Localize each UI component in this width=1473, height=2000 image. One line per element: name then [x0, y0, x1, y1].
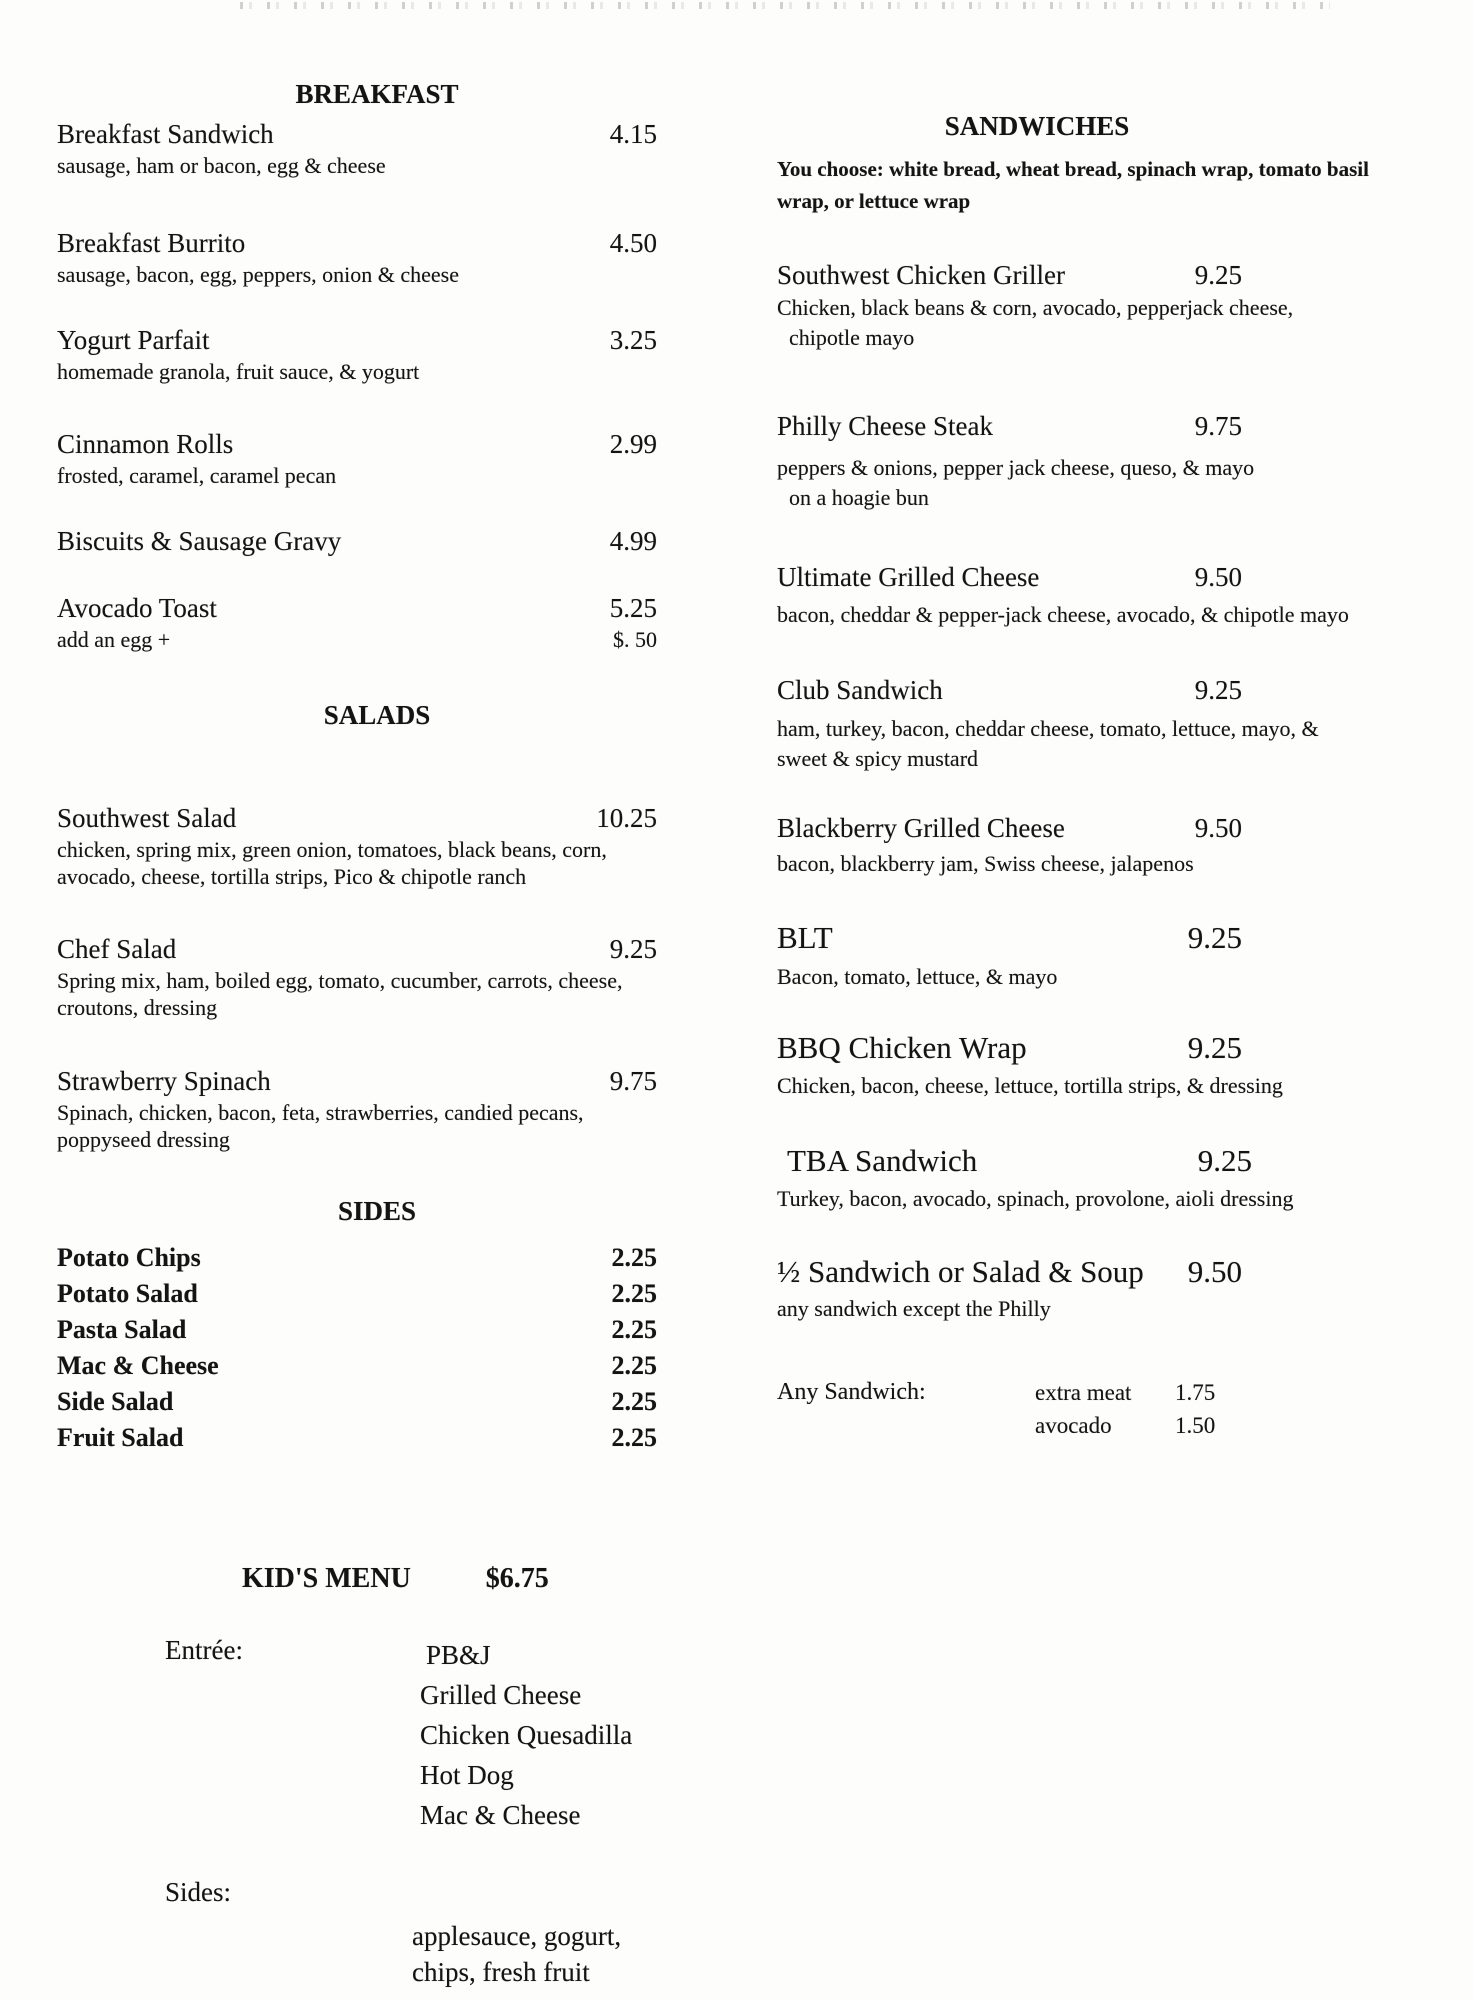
- side-row: [57, 1384, 657, 1420]
- item-price: 2.99: [609, 429, 657, 459]
- side-row: [57, 1276, 657, 1312]
- item-sub-price: $. 50: [613, 627, 657, 652]
- item-name: Yogurt Parfait: [57, 325, 210, 355]
- item-desc-line: peppers & onions, pepper jack cheese, queso, & mayo: [777, 455, 1255, 480]
- extra-option-price: 1.50: [1175, 1413, 1216, 1438]
- side-name: Potato Salad: [57, 1279, 198, 1308]
- item-desc: homemade granola, fruit sauce, & yogurt: [57, 359, 420, 384]
- menu-item-avocado-toast: [57, 594, 717, 653]
- item-desc-line: avocado, cheese, tortilla strips, Pico & chipotle ranch: [57, 864, 527, 889]
- menu-item-southwest-chicken-griller: [777, 261, 1472, 353]
- item-price: 10.25: [596, 803, 657, 833]
- item-desc-line: any sandwich except the Philly: [777, 1296, 1051, 1321]
- item-price: 9.25: [1187, 920, 1242, 955]
- kids-entree-label: Entrée:: [165, 1635, 243, 1665]
- kids-sides-line: chips, fresh fruit: [412, 1957, 590, 1987]
- any-sandwich-extras: [777, 1376, 1472, 1442]
- menu-item-philly-cheese-steak: [777, 412, 1472, 513]
- item-desc: frosted, caramel, caramel pecan: [57, 463, 337, 488]
- item-price: 9.25: [1194, 675, 1242, 705]
- left-column: [57, 80, 717, 1990]
- item-desc-line: poppyseed dressing: [57, 1127, 230, 1152]
- side-name: Mac & Cheese: [57, 1351, 219, 1380]
- menu-item-tba-sandwich: [777, 1145, 1472, 1212]
- side-row: [57, 1348, 657, 1384]
- menu-item-biscuits-gravy: [57, 527, 717, 555]
- item-name: TBA Sandwich: [787, 1143, 978, 1178]
- item-name: Philly Cheese Steak: [777, 411, 993, 441]
- section-title-sides: SIDES: [337, 1196, 417, 1226]
- menu-item-ultimate-grilled-cheese: [777, 563, 1472, 628]
- item-name: Blackberry Grilled Cheese: [777, 813, 1065, 843]
- menu-item-blackberry-grilled-cheese: [777, 814, 1472, 877]
- menu-item-blt: [777, 922, 1472, 990]
- extra-option-name: extra meat: [1035, 1380, 1132, 1405]
- side-name: Side Salad: [57, 1387, 174, 1416]
- menu-item-breakfast-sandwich: [57, 120, 717, 179]
- item-desc-line: bacon, cheddar & pepper-jack cheese, avocado, & chipotle mayo: [777, 602, 1349, 627]
- item-name: Strawberry Spinach: [57, 1066, 271, 1096]
- item-desc-line: croutons, dressing: [57, 995, 218, 1020]
- menu-item-breakfast-burrito: [57, 229, 717, 288]
- kids-entree-list: [420, 1635, 632, 1835]
- item-desc: add an egg +: [57, 627, 171, 652]
- item-price: 9.25: [609, 934, 657, 964]
- section-title-breakfast: BREAKFAST: [295, 79, 459, 109]
- item-desc-line: on a hoagie bun: [789, 485, 929, 510]
- item-name: Chef Salad: [57, 934, 177, 964]
- item-desc-line: bacon, blackberry jam, Swiss cheese, jalapenos: [777, 851, 1194, 876]
- side-price: 2.25: [611, 1387, 657, 1416]
- menu-item-half-sandwich-soup: [777, 1256, 1472, 1322]
- item-desc-line: chicken, spring mix, green onion, tomatoes, black beans, corn,: [57, 837, 607, 862]
- item-name: Avocado Toast: [57, 593, 217, 623]
- item-name: Cinnamon Rolls: [57, 429, 234, 459]
- item-desc-line: Spring mix, ham, boiled egg, tomato, cucumber, carrots, cheese,: [57, 968, 623, 993]
- extra-option-name: avocado: [1035, 1413, 1112, 1438]
- item-name: ½ Sandwich or Salad & Soup: [777, 1254, 1144, 1289]
- extras-label: Any Sandwich:: [777, 1379, 926, 1405]
- menu-item-bbq-chicken-wrap: [777, 1032, 1472, 1099]
- scan-artifact-strip: [240, 2, 1330, 9]
- item-price: 5.25: [609, 593, 657, 623]
- right-column: [777, 112, 1472, 1442]
- item-desc-line: Spinach, chicken, bacon, feta, strawberries, candied pecans,: [57, 1100, 584, 1125]
- kids-sides-line: applesauce, gogurt,: [412, 1921, 622, 1951]
- menu-item-club-sandwich: [777, 676, 1472, 774]
- kids-entree-item: PB&J: [426, 1640, 491, 1670]
- item-price: 9.50: [1194, 562, 1242, 592]
- item-price: 9.25: [1187, 1030, 1242, 1065]
- item-desc-line: Chicken, bacon, cheese, lettuce, tortilla strips, & dressing: [777, 1073, 1283, 1098]
- item-price: 4.50: [609, 228, 657, 258]
- kids-menu-title: KID'S MENU: [242, 1563, 411, 1594]
- item-price: 4.99: [609, 526, 657, 556]
- item-price: 9.75: [609, 1066, 657, 1096]
- side-name: Fruit Salad: [57, 1423, 184, 1452]
- menu-item-cinnamon-rolls: [57, 430, 717, 489]
- item-desc-line: ham, turkey, bacon, cheddar cheese, tomato, lettuce, mayo, &: [777, 716, 1319, 741]
- item-name: Southwest Salad: [57, 803, 237, 833]
- item-desc-line: Turkey, bacon, avocado, spinach, provolone, aioli dressing: [777, 1186, 1294, 1211]
- sides-list: [57, 1240, 717, 1456]
- extras-row: [777, 1376, 1472, 1409]
- extras-spacer: [777, 1409, 1035, 1442]
- item-price: 9.50: [1187, 1254, 1242, 1289]
- side-name: Potato Chips: [57, 1243, 201, 1272]
- item-name: Breakfast Sandwich: [57, 119, 274, 149]
- item-price: 9.25: [1194, 260, 1242, 290]
- item-desc-line: sweet & spicy mustard: [777, 746, 979, 771]
- side-price: 2.25: [611, 1351, 657, 1380]
- item-name: Southwest Chicken Griller: [777, 260, 1065, 290]
- item-desc-line: Chicken, black beans & corn, avocado, pepperjack cheese,: [777, 295, 1294, 320]
- extras-row: [777, 1409, 1472, 1442]
- side-price: 2.25: [611, 1315, 657, 1344]
- item-desc-line: Bacon, tomato, lettuce, & mayo: [777, 964, 1058, 989]
- item-desc-line: chipotle mayo: [789, 325, 915, 350]
- item-name: BLT: [777, 920, 833, 955]
- side-row: [57, 1240, 657, 1276]
- kids-entree-item: Grilled Cheese: [420, 1680, 582, 1710]
- sandwiches-note-line: wrap, or lettuce wrap: [777, 189, 971, 213]
- kids-entree-item: Chicken Quesadilla: [420, 1720, 633, 1750]
- side-price: 2.25: [611, 1423, 657, 1452]
- section-title-salads: SALADS: [323, 700, 431, 730]
- sandwiches-note: [777, 153, 1472, 217]
- item-price: 9.75: [1194, 411, 1242, 441]
- item-desc: sausage, ham or bacon, egg & cheese: [57, 153, 386, 178]
- menu-item-yogurt-parfait: [57, 326, 717, 385]
- item-name: Breakfast Burrito: [57, 228, 246, 258]
- kids-entree-item: Mac & Cheese: [420, 1800, 581, 1830]
- kids-sides-label: Sides:: [165, 1877, 232, 1907]
- item-name: Club Sandwich: [777, 675, 943, 705]
- kids-entree-row: [57, 1635, 717, 1835]
- kids-menu-price: $6.75: [485, 1563, 549, 1594]
- side-row: [57, 1312, 657, 1348]
- sandwiches-note-line: You choose: white bread, wheat bread, spinach wrap, tomato basil: [777, 157, 1369, 181]
- section-title-sandwiches: SANDWICHES: [944, 111, 1130, 141]
- item-name: BBQ Chicken Wrap: [777, 1030, 1027, 1065]
- item-price: 9.50: [1194, 813, 1242, 843]
- item-desc: sausage, bacon, egg, peppers, onion & cheese: [57, 262, 459, 287]
- kids-sides-list: [412, 1918, 717, 1990]
- item-price: 9.25: [1197, 1143, 1252, 1178]
- item-name: Ultimate Grilled Cheese: [777, 562, 1040, 592]
- side-price: 2.25: [611, 1243, 657, 1272]
- side-name: Pasta Salad: [57, 1315, 187, 1344]
- side-price: 2.25: [611, 1279, 657, 1308]
- item-price: 4.15: [609, 119, 657, 149]
- item-price: 3.25: [609, 325, 657, 355]
- side-row: [57, 1420, 657, 1456]
- menu-item-strawberry-spinach: [57, 1067, 717, 1153]
- item-name: Biscuits & Sausage Gravy: [57, 526, 342, 556]
- kids-entree-item: Hot Dog: [420, 1760, 514, 1790]
- menu-item-chef-salad: [57, 935, 717, 1021]
- extra-option-price: 1.75: [1175, 1380, 1216, 1405]
- menu-item-southwest-salad: [57, 804, 717, 890]
- kids-menu-header: [242, 1563, 717, 1595]
